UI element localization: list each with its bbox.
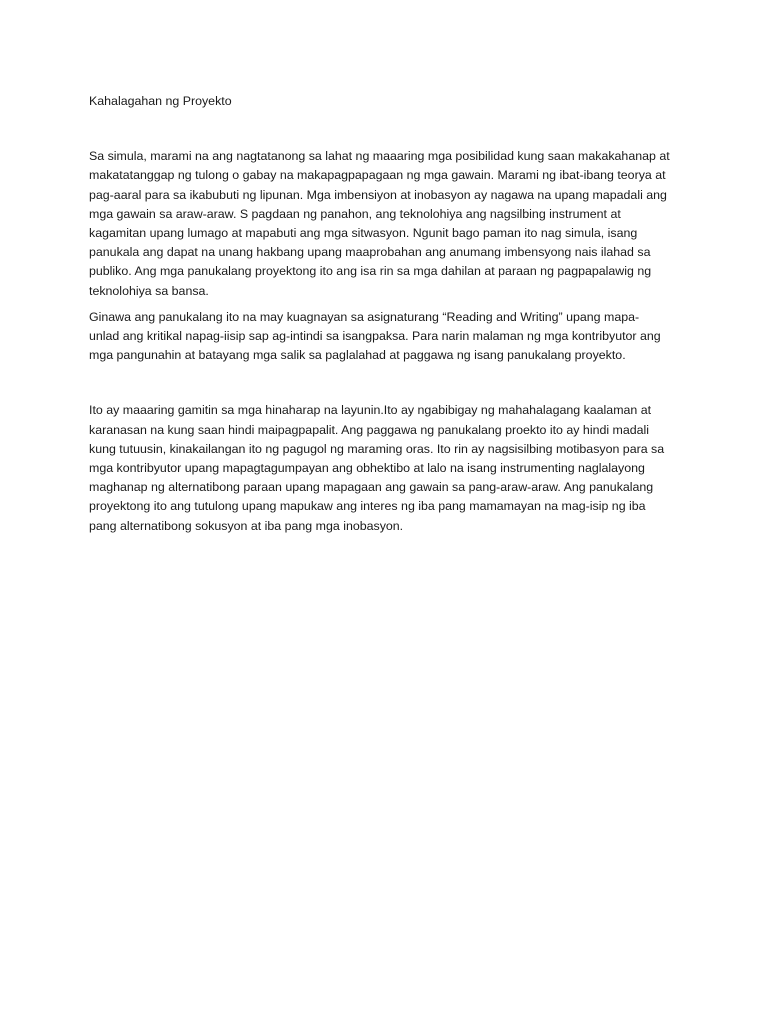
document-body bbox=[89, 92, 679, 536]
paragraph-purpose: Ginawa ang panukalang ito na may kuagnayan sa asignaturang “Reading and Writing” upang mapa- unlad ang kritikal napag-iisip sap ag-intindi sa isangpaksa. Para narin malaman ng mga kontribyutor ang mga pangunahin at batayang mga salik sa paglalahad at paggawa ng isang panukalang proyekto. bbox=[89, 309, 661, 363]
paragraph-importance: Ito ay maaaring gamitin sa mga hinaharap na layunin.Ito ay ngabibigay ng mahahalagang kaalaman at karanasan na kung saan hindi maipagpapalit. Ang paggawa ng panukalang proekto ito ay hindi madali kung tutuusin, kinakailangan ito ng pagugol ng maraming oras. Ito rin ay nagsisilbing motibasyon para sa mga kontribyutor upang mapagtagumpayan ang obhektibo at lalo na isang instrumenting naglalayong maghanap ng alternatibong paraan upang mapagaan ang gawain sa pang-araw-araw. Ang panukalang proyektong ito ang tutulong upang mapukaw ang interes ng iba pang mamamayan na mag-isip ng iba pang alternatibong sokusyon at iba pang mga inobasyon. bbox=[89, 403, 665, 533]
paragraph-introduction: Sa simula, marami na ang nagtatanong sa lahat ng maaaring mga posibilidad kung saan makakahanap at makatatanggap ng tulong o gabay na makapagpapagaan ng mga gawain. Marami ng ibat-ibang teorya at pag-aaral para sa ikabubuti ng lipunan. Mga imbensiyon at inobasyon ay nagawa na upang mapadali ang mga gawain sa araw-araw. S pagdaan ng panahon, ang teknolohiya ang nagsilbing instrument at kagamitan upang lumago at mapabuti ang mga sitwasyon. Ngunit bago paman ito nag simula, isang panukala ang dapat na unang hakbang upang maaprobahan ang anumang imbensyong nais ilahad sa publiko. Ang mga panukalang proyektong ito ang isa rin sa mga dahilan at paraan ng pagpapalawig ng teknolohiya sa bansa. bbox=[89, 149, 670, 298]
document-title: Kahalagahan ng Proyekto bbox=[89, 94, 232, 108]
